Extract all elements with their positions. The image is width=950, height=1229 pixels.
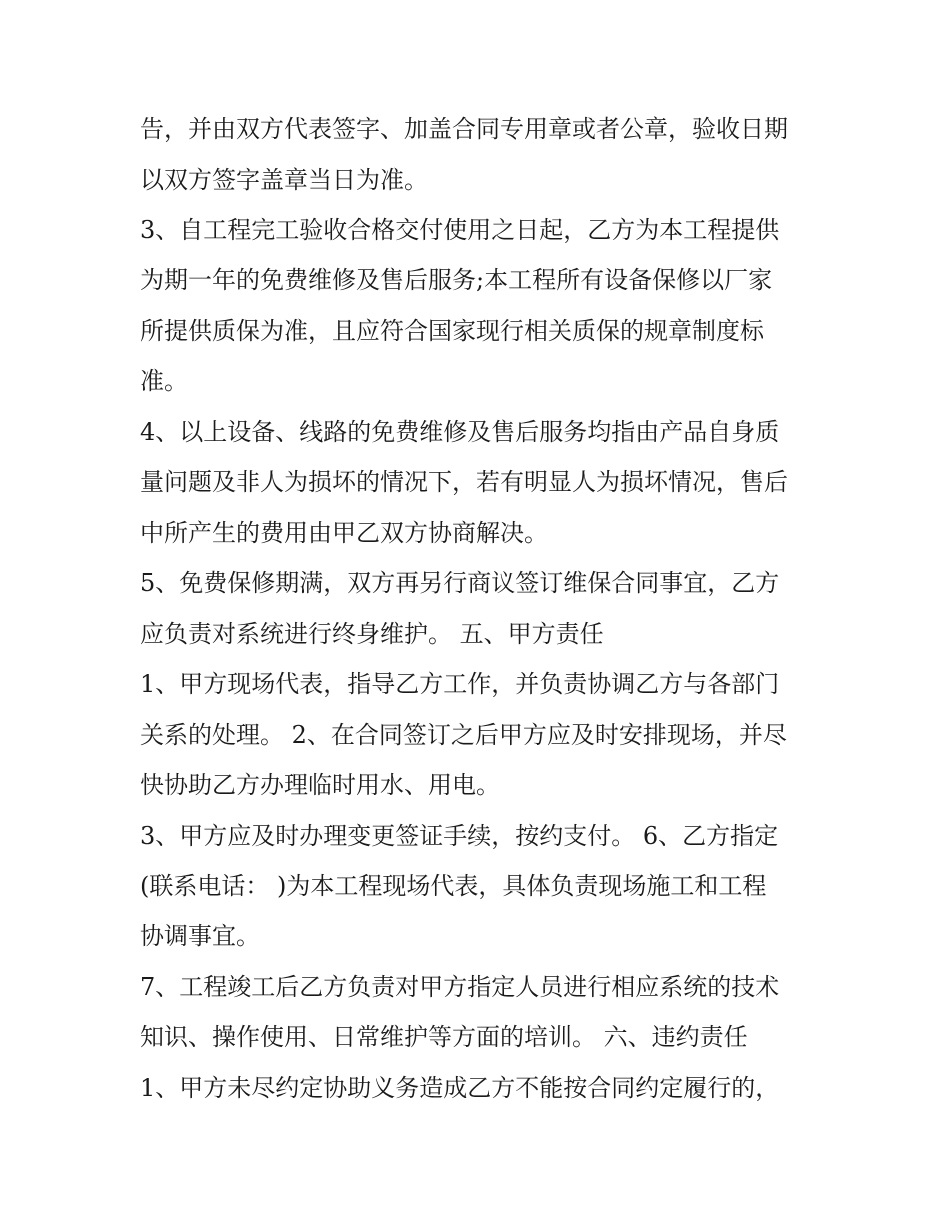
text-line: 4、以上设备、线路的免费维修及售后服务均指由产品自身质: [140, 418, 780, 446]
text-line: 1、甲方现场代表，指导乙方工作，并负责协调乙方与各部门: [140, 670, 780, 698]
text-line: 以双方签字盖章当日为准。: [140, 166, 428, 194]
text-line: 所提供质保为准，且应符合国家现行相关质保的规章制度标: [140, 317, 764, 345]
text-line: 关系的处理。 2、在合同签订之后甲方应及时安排现场，并尽: [140, 721, 787, 749]
text-line: 快协助乙方办理临时用水、用电。: [140, 771, 500, 799]
text-line: 为期一年的免费维修及售后服务;本工程所有设备保修以厂家: [140, 266, 773, 294]
text-line: 1、甲方未尽约定协助义务造成乙方不能按合同约定履行的，: [140, 1074, 780, 1102]
text-line: 7、工程竣工后乙方负责对甲方指定人员进行相应系统的技术: [140, 973, 780, 1001]
text-line: 协调事宜。: [140, 922, 260, 950]
text-line: 告，并由双方代表签字、加盖合同专用章或者公章，验收日期: [140, 115, 788, 143]
text-line: 3、甲方应及时办理变更签证手续，按约支付。 6、乙方指定: [140, 822, 779, 850]
text-line: 量问题及非人为损坏的情况下，若有明显人为损坏情况，售后: [140, 468, 788, 496]
text-line: 3、自工程完工验收合格交付使用之日起，乙方为本工程提供: [140, 216, 780, 244]
text-line: 应负责对系统进行终身维护。 五、甲方责任: [140, 620, 604, 648]
text-line: (联系电话： )为本工程现场代表，具体负责现场施工和工程: [140, 872, 767, 900]
text-line: 知识、操作使用、日常维护等方面的培训。 六、违约责任: [140, 1023, 748, 1051]
text-line: 准。: [140, 367, 188, 395]
text-line: 5、免费保修期满，双方再另行商议签订维保合同事宜，乙方: [140, 569, 780, 597]
text-line: 中所产生的费用由甲乙双方协商解决。: [140, 519, 548, 547]
